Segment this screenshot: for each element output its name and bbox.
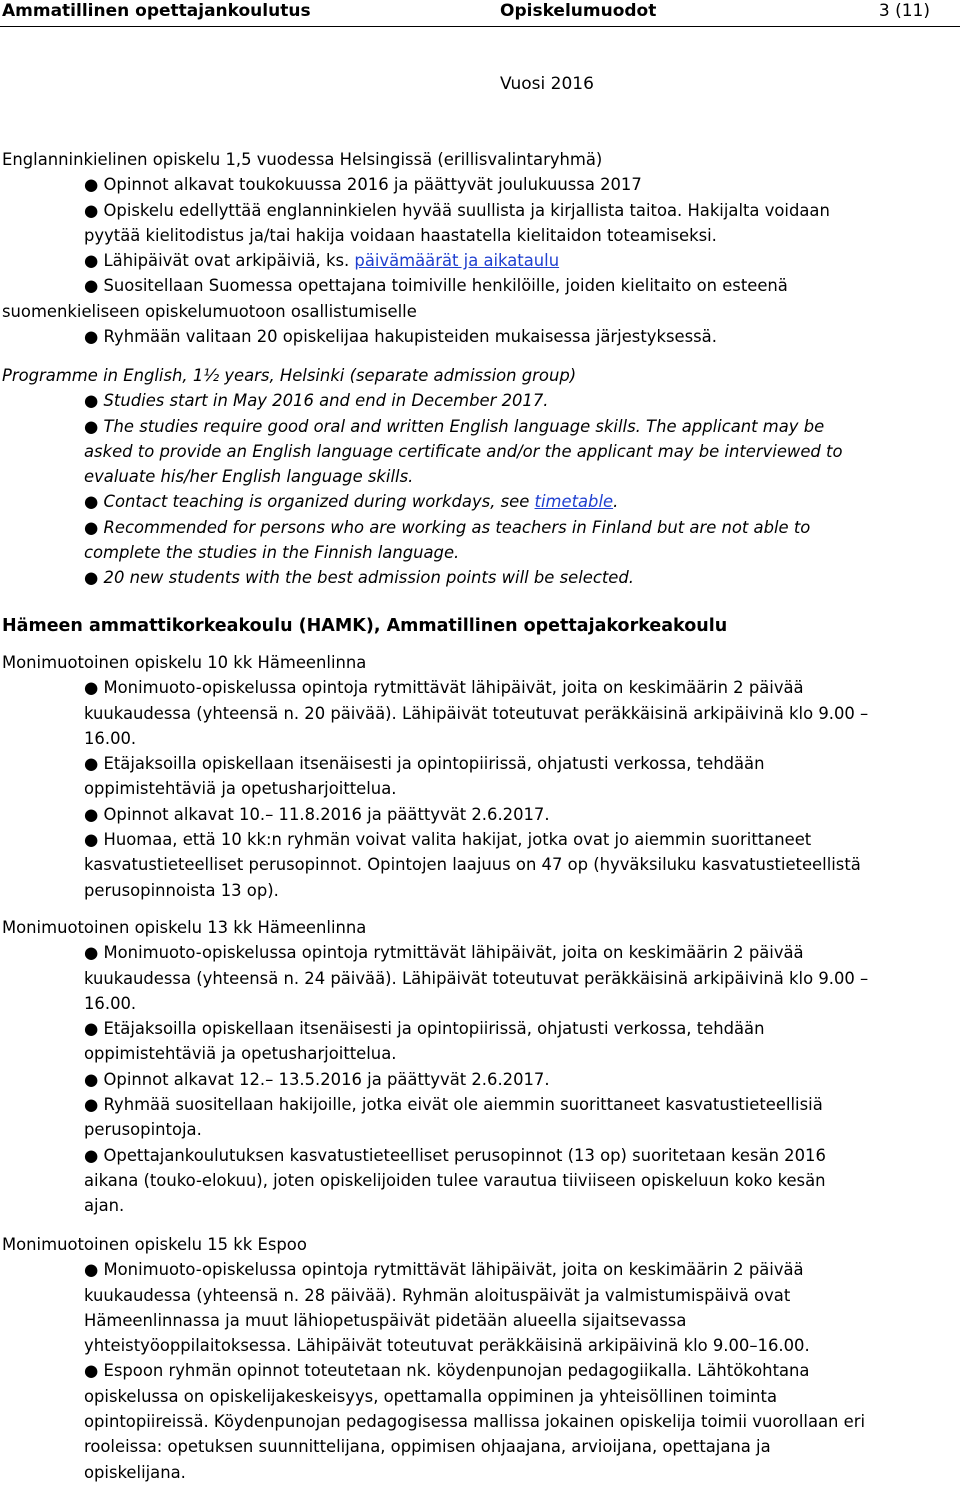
list-item-cont: kasvatustieteelliset perusopinnot. Opintojen laajuus on 47 op (hyväksiluku kasvatustieteellistä [84, 855, 861, 875]
list-item-text: ● Contact teaching is organized during workdays, see [84, 492, 535, 512]
block-title: Monimuotoinen opiskelu 10 kk Hämeenlinna [2, 653, 367, 672]
list-item: ● Monimuoto-opiskelussa opintoja rytmittävät lähipäivät, joita on keskimäärin 2 päivää [84, 943, 804, 963]
list-item-cont: kuukaudessa (yhteensä n. 20 päivää). Lähipäivät toteutuvat peräkkäisinä arkipäivinä klo 9.00 – [84, 703, 869, 723]
list-item-cont: perusopinnoista 13 op). [84, 880, 279, 900]
list-item-cont: aikana (touko-elokuu), joten opiskelijoiden tulee varautua tiiviiseen opiskeluun koko kesän [84, 1170, 826, 1190]
list-item [2, 248, 954, 273]
list-item: ● Monimuoto-opiskelussa opintoja rytmittävät lähipäivät, joita on keskimäärin 2 päivää [84, 678, 804, 698]
list-item: ● Opinnot alkavat toukokuussa 2016 ja päättyvät joulukuussa 2017 [84, 175, 642, 195]
list-item-cont: yhteistyöoppilaitoksessa. Lähipäivät toteutuvat peräkkäisinä arkipäivinä klo 9.00–16.00. [84, 1336, 810, 1356]
list-item-text: . [613, 492, 619, 512]
helsinki-english-group-en [2, 363, 954, 591]
list-item: ● Opiskelu edellyttää englanninkielen hyvää suullista ja kirjallista taitoa. Hakijalta voidaan [84, 200, 830, 220]
header-section-title: Opiskelumuodot [500, 1, 657, 21]
header-page-number: 3 (11) [878, 1, 930, 21]
list-item: ● Opinnot alkavat 12.– 13.5.2016 ja päättyvät 2.6.2017. [84, 1069, 550, 1089]
list-item-cont: opiskelijana. [84, 1462, 186, 1482]
list-item-cont: kuukaudessa (yhteensä n. 24 päivää). Lähipäivät toteutuvat peräkkäisinä arkipäivinä klo 9.00 – [84, 968, 869, 988]
hameenlinna-13kk-group [2, 915, 954, 1219]
list-item: ● Opettajankoulutuksen kasvatustieteelliset perusopinnot (13 op) suoritetaan kesän 2016 [84, 1145, 826, 1165]
list-item: ● Ryhmään valitaan 20 opiskelijaa hakupisteiden mukaisessa järjestyksessä. [84, 327, 717, 347]
espoo-15kk-group [2, 1232, 954, 1485]
timetable-link[interactable]: timetable [534, 492, 614, 512]
list-item-cont: oppimistehtäviä ja opetusharjoittelua. [84, 1044, 397, 1064]
list-item: ● Ryhmää suositellaan hakijoille, jotka eivät ole aiemmin suorittaneet kasvatustieteellisiä [84, 1095, 823, 1115]
list-item-cont: opiskelussa on opiskelijakeskeisyys, opettamalla oppiminen ja yhteisöllinen toiminta [84, 1386, 778, 1406]
list-item: ● The studies require good oral and written English language skills. The applicant may be [84, 416, 825, 436]
list-item-cont: complete the studies in the Finnish language. [84, 543, 460, 563]
list-item-cont: Hämeenlinnassa ja muut lähiopetuspäivät pidetään alueella sijaitsevassa [84, 1310, 687, 1330]
block-title: Monimuotoinen opiskelu 15 kk Espoo [2, 1235, 307, 1254]
list-item: ● Etäjaksoilla opiskellaan itsenäisesti ja opintopiirissä, ohjatusti verkossa, tehdään [84, 754, 765, 774]
list-item-cont: 16.00. [84, 728, 137, 748]
list-item [2, 489, 954, 514]
list-item: ● Studies start in May 2016 and end in December 2017. [84, 391, 549, 411]
list-item-cont: evaluate his/her English language skills. [84, 467, 414, 487]
year-label: Vuosi 2016 [500, 74, 594, 94]
list-item-cont: suomenkieliseen opiskelumuotoon osallistumiselle [2, 301, 417, 321]
list-item: ● Suositellaan Suomessa opettajana toimiville henkilöille, joiden kielitaito on esteenä [84, 276, 788, 296]
list-item: ● Monimuoto-opiskelussa opintoja rytmittävät lähipäivät, joita on keskimäärin 2 päivää [84, 1260, 804, 1280]
list-item: ● Espoon ryhmän opinnot toteutetaan nk. köydenpunojan pedagogiikalla. Lähtökohtana [84, 1361, 810, 1381]
list-item: ● Recommended for persons who are working as teachers in Finland but are not able to [84, 517, 811, 537]
block-title: Programme in English, 1½ years, Helsinki (separate admission group) [2, 366, 577, 385]
list-item-cont: rooleissa: opetuksen suunnittelijana, oppimisen ohjaajana, arvioijana, opettajana ja [84, 1437, 771, 1457]
block-title: Monimuotoinen opiskelu 13 kk Hämeenlinna [2, 918, 367, 937]
section-title: Hämeen ammattikorkeakoulu (HAMK), Ammatillinen opettajakorkeakoulu [2, 616, 728, 636]
list-item: ● Etäjaksoilla opiskellaan itsenäisesti ja opintopiirissä, ohjatusti verkossa, tehdään [84, 1019, 765, 1039]
list-item-text: ● Lähipäivät ovat arkipäiviä, ks. [84, 251, 355, 271]
list-item-cont: opintopiireissä. Köydenpunojan pedagogisessa mallissa jokainen opiskelija toimii vuorollaan eri [84, 1412, 866, 1432]
schedule-link[interactable]: päivämäärät ja aikataulu [354, 251, 560, 271]
list-item-cont: 16.00. [84, 993, 137, 1013]
list-item-cont: ajan. [84, 1196, 125, 1216]
list-item: ● Opinnot alkavat 10.– 11.8.2016 ja päättyvät 2.6.2017. [84, 804, 550, 824]
helsinki-english-group-fi [2, 147, 954, 349]
list-item-cont: oppimistehtäviä ja opetusharjoittelua. [84, 779, 397, 799]
list-item-cont: kuukaudessa (yhteensä n. 28 päivää). Ryhmän aloituspäivät ja valmistumispäivä ovat [84, 1285, 791, 1305]
page-header [0, 0, 960, 27]
hameenlinna-10kk-group [2, 650, 954, 903]
header-document-title: Ammatillinen opettajankoulutus [2, 1, 311, 21]
list-item: ● Huomaa, että 10 kk:n ryhmän voivat valita hakijat, jotka ovat jo aiemmin suorittaneet [84, 830, 812, 850]
list-item-cont: perusopintoja. [84, 1120, 202, 1140]
list-item: ● 20 new students with the best admission points will be selected. [84, 568, 634, 588]
block-title: Englanninkielinen opiskelu 1,5 vuodessa Helsingissä (erillisvalintaryhmä) [2, 150, 603, 169]
list-item-cont: asked to provide an English language certificate and/or the applicant may be interviewed to [84, 441, 843, 461]
list-item-cont: pyytää kielitodistus ja/tai hakija voidaan haastatella kielitaidon toteamiseksi. [84, 225, 717, 245]
